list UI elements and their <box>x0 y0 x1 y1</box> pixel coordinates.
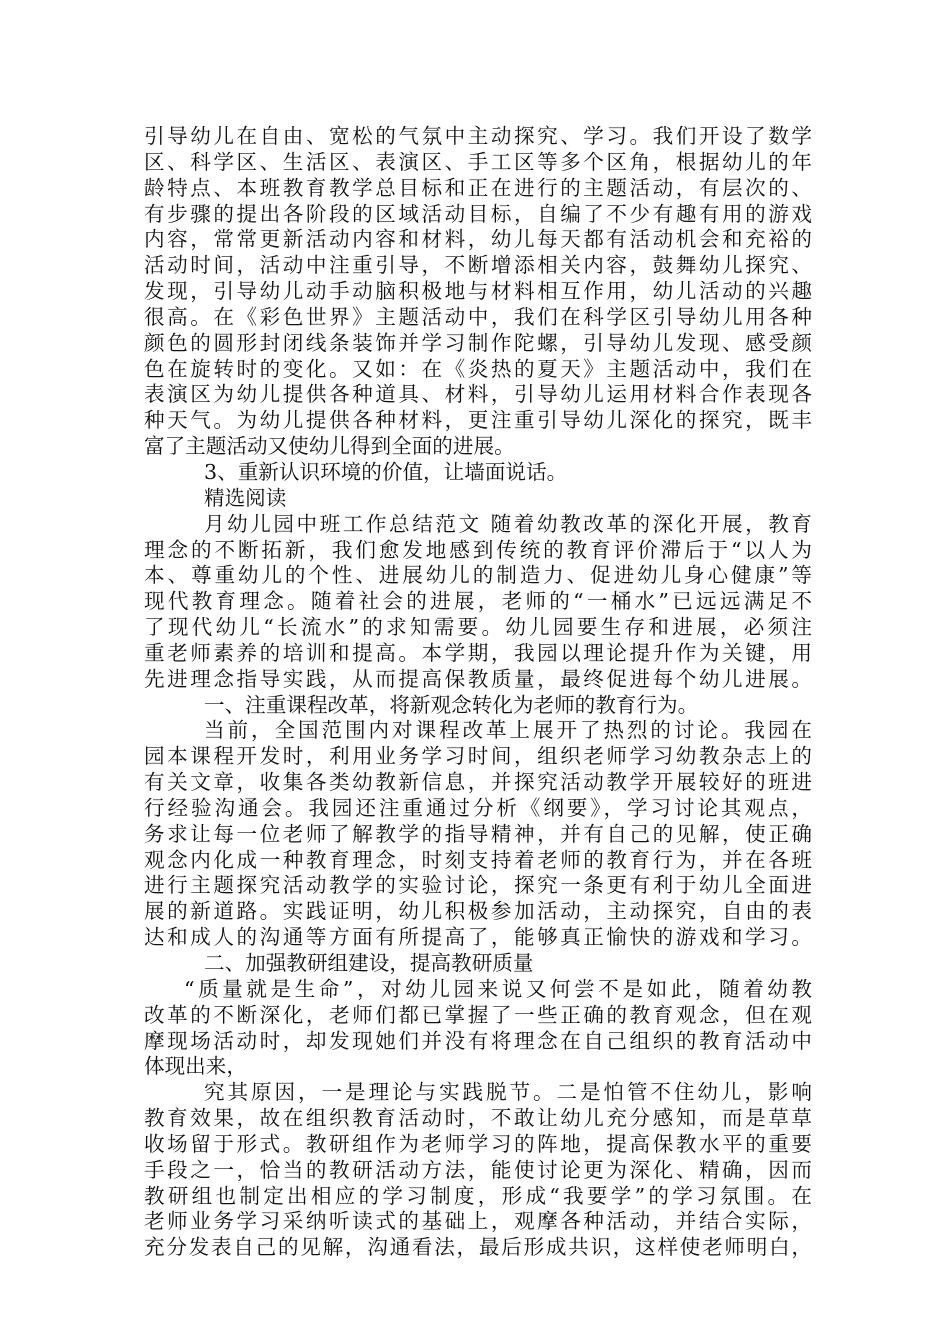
text-line: 色在旋转时的变化。又如：在《炎热的夏天》主题活动中，我们在 <box>144 356 812 381</box>
text-line: 有关文章，收集各类幼教新信息，并探究活动教学开展较好的班进 <box>144 770 812 795</box>
text-line: 表演区为幼儿提供各种道具、材料，引导幼儿运用材料合作表现各 <box>144 382 812 407</box>
text-line: 活动时间，活动中注重引导，不断增添相关内容，鼓舞幼儿探究、 <box>144 253 812 278</box>
text-line: 龄特点、本班教育教学总目标和正在进行的主题活动，有层次的、 <box>144 175 812 200</box>
text-line: 老师业务学习采纳听读式的基础上，观摩各种活动，并结合实际， <box>144 1209 812 1234</box>
text-line: 有步骤的提出各阶段的区域活动目标，自编了不少有趣有用的游戏 <box>144 201 812 226</box>
text-line: 达和成人的沟通等方面有所提高了，能够真正愉快的游戏和学习。 <box>144 925 812 950</box>
text-line: 园本课程开发时，利用业务学习时间，组织老师学习幼教杂志上的 <box>144 744 812 769</box>
document-body <box>144 124 812 1261</box>
text-line: 了现代幼儿“长流水”的求知需要。幼儿园要生存和进展，必须注 <box>144 615 812 640</box>
text-line: 先进理念指导实践，从而提高保教质量，最终促进每个幼儿进展。 <box>144 666 812 691</box>
text-line: 观念内化成一种教育理念，时刻支持着老师的教育行为，并在各班 <box>144 847 812 872</box>
text-line: 教研组也制定出相应的学习制度，形成“我要学”的学习氛围。在 <box>144 1183 812 1208</box>
text-line: 充分发表自己的见解，沟通看法，最后形成共识，这样使老师明白， <box>144 1235 812 1260</box>
text-line: 引导幼儿在自由、宽松的气氛中主动探究、学习。我们开设了数学 <box>144 124 812 148</box>
text-line: 理念的不断拓新，我们愈发地感到传统的教育评价滞后于“以人为 <box>144 537 812 562</box>
text-line: 富了主题活动又使幼儿得到全面的进展。 <box>144 434 515 459</box>
text-line: 究其原因，一是理论与实践脱节。二是怕管不住幼儿，影响 <box>204 1080 812 1105</box>
text-line: 当前，全国范围内对课程改革上展开了热烈的讨论。我园在 <box>204 718 812 743</box>
text-line: 教育效果，故在组织教育活动时，不敢让幼儿充分感知，而是草草 <box>144 1106 812 1131</box>
text-line: 重老师素养的培训和提高。本学期，我园以理论提升作为关键，用 <box>144 640 812 665</box>
text-line: 3、重新认识环境的价值，让墙面说话。 <box>204 459 568 484</box>
text-line: 区、科学区、生活区、表演区、手工区等多个区角，根据幼儿的年 <box>144 149 812 174</box>
text-line: 现代教育理念。随着社会的进展，老师的“一桶水”已远远满足不 <box>144 589 812 614</box>
text-line: 展的新道路。实践证明，幼儿积极参加活动，主动探究，自由的表 <box>144 899 812 924</box>
text-line: 摩现场活动时，却发现她们并没有将理念在自己组织的教育活动中 <box>144 1028 812 1053</box>
text-line: 一、注重课程改革，将新观念转化为老师的教育行为。 <box>204 692 699 717</box>
text-line: 精选阅读 <box>204 485 287 510</box>
text-line: 发现，引导幼儿动手动脑积极地与材料相互作用，幼儿活动的兴趣 <box>144 279 812 304</box>
text-line: 颜色的圆形封闭线条装饰并学习制作陀螺，引导幼儿发现、感受颜 <box>144 330 812 355</box>
text-line: 改革的不断深化，老师们都已掌握了一些正确的教育观念，但在观 <box>144 1002 812 1027</box>
text-line: 体现出来， <box>144 1054 247 1079</box>
text-line: “质量就是生命”，对幼儿园来说又何尝不是如此，随着幼教 <box>184 976 812 1001</box>
text-line: 务求让每一位老师了解教学的指导精神，并有自己的见解，使正确 <box>144 821 812 846</box>
text-line: 行经验沟通会。我园还注重通过分析《纲要》，学习讨论其观点， <box>144 795 812 820</box>
text-line: 种天气。为幼儿提供各种材料，更注重引导幼儿深化的探究，既丰 <box>144 408 812 433</box>
text-line: 很高。在《彩色世界》主题活动中，我们在科学区引导幼儿用各种 <box>144 304 812 329</box>
text-line: 二、加强教研组建设，提高教研质量 <box>204 951 534 975</box>
text-line: 收场留于形式。教研组作为老师学习的阵地，提高保教水平的重要 <box>144 1131 812 1156</box>
text-line: 内容，常常更新活动内容和材料，幼儿每天都有活动机会和充裕的 <box>144 227 812 252</box>
text-line: 进行主题探究活动教学的实验讨论，探究一条更有利于幼儿全面进 <box>144 873 812 898</box>
text-line: 本、尊重幼儿的个性、进展幼儿的制造力、促进幼儿身心健康”等 <box>144 563 812 588</box>
text-line: 月幼儿园中班工作总结范文 随着幼教改革的深化开展，教育 <box>204 511 812 536</box>
text-line: 手段之一，恰当的教研活动方法，能使讨论更为深化、精确，因而 <box>144 1157 812 1182</box>
